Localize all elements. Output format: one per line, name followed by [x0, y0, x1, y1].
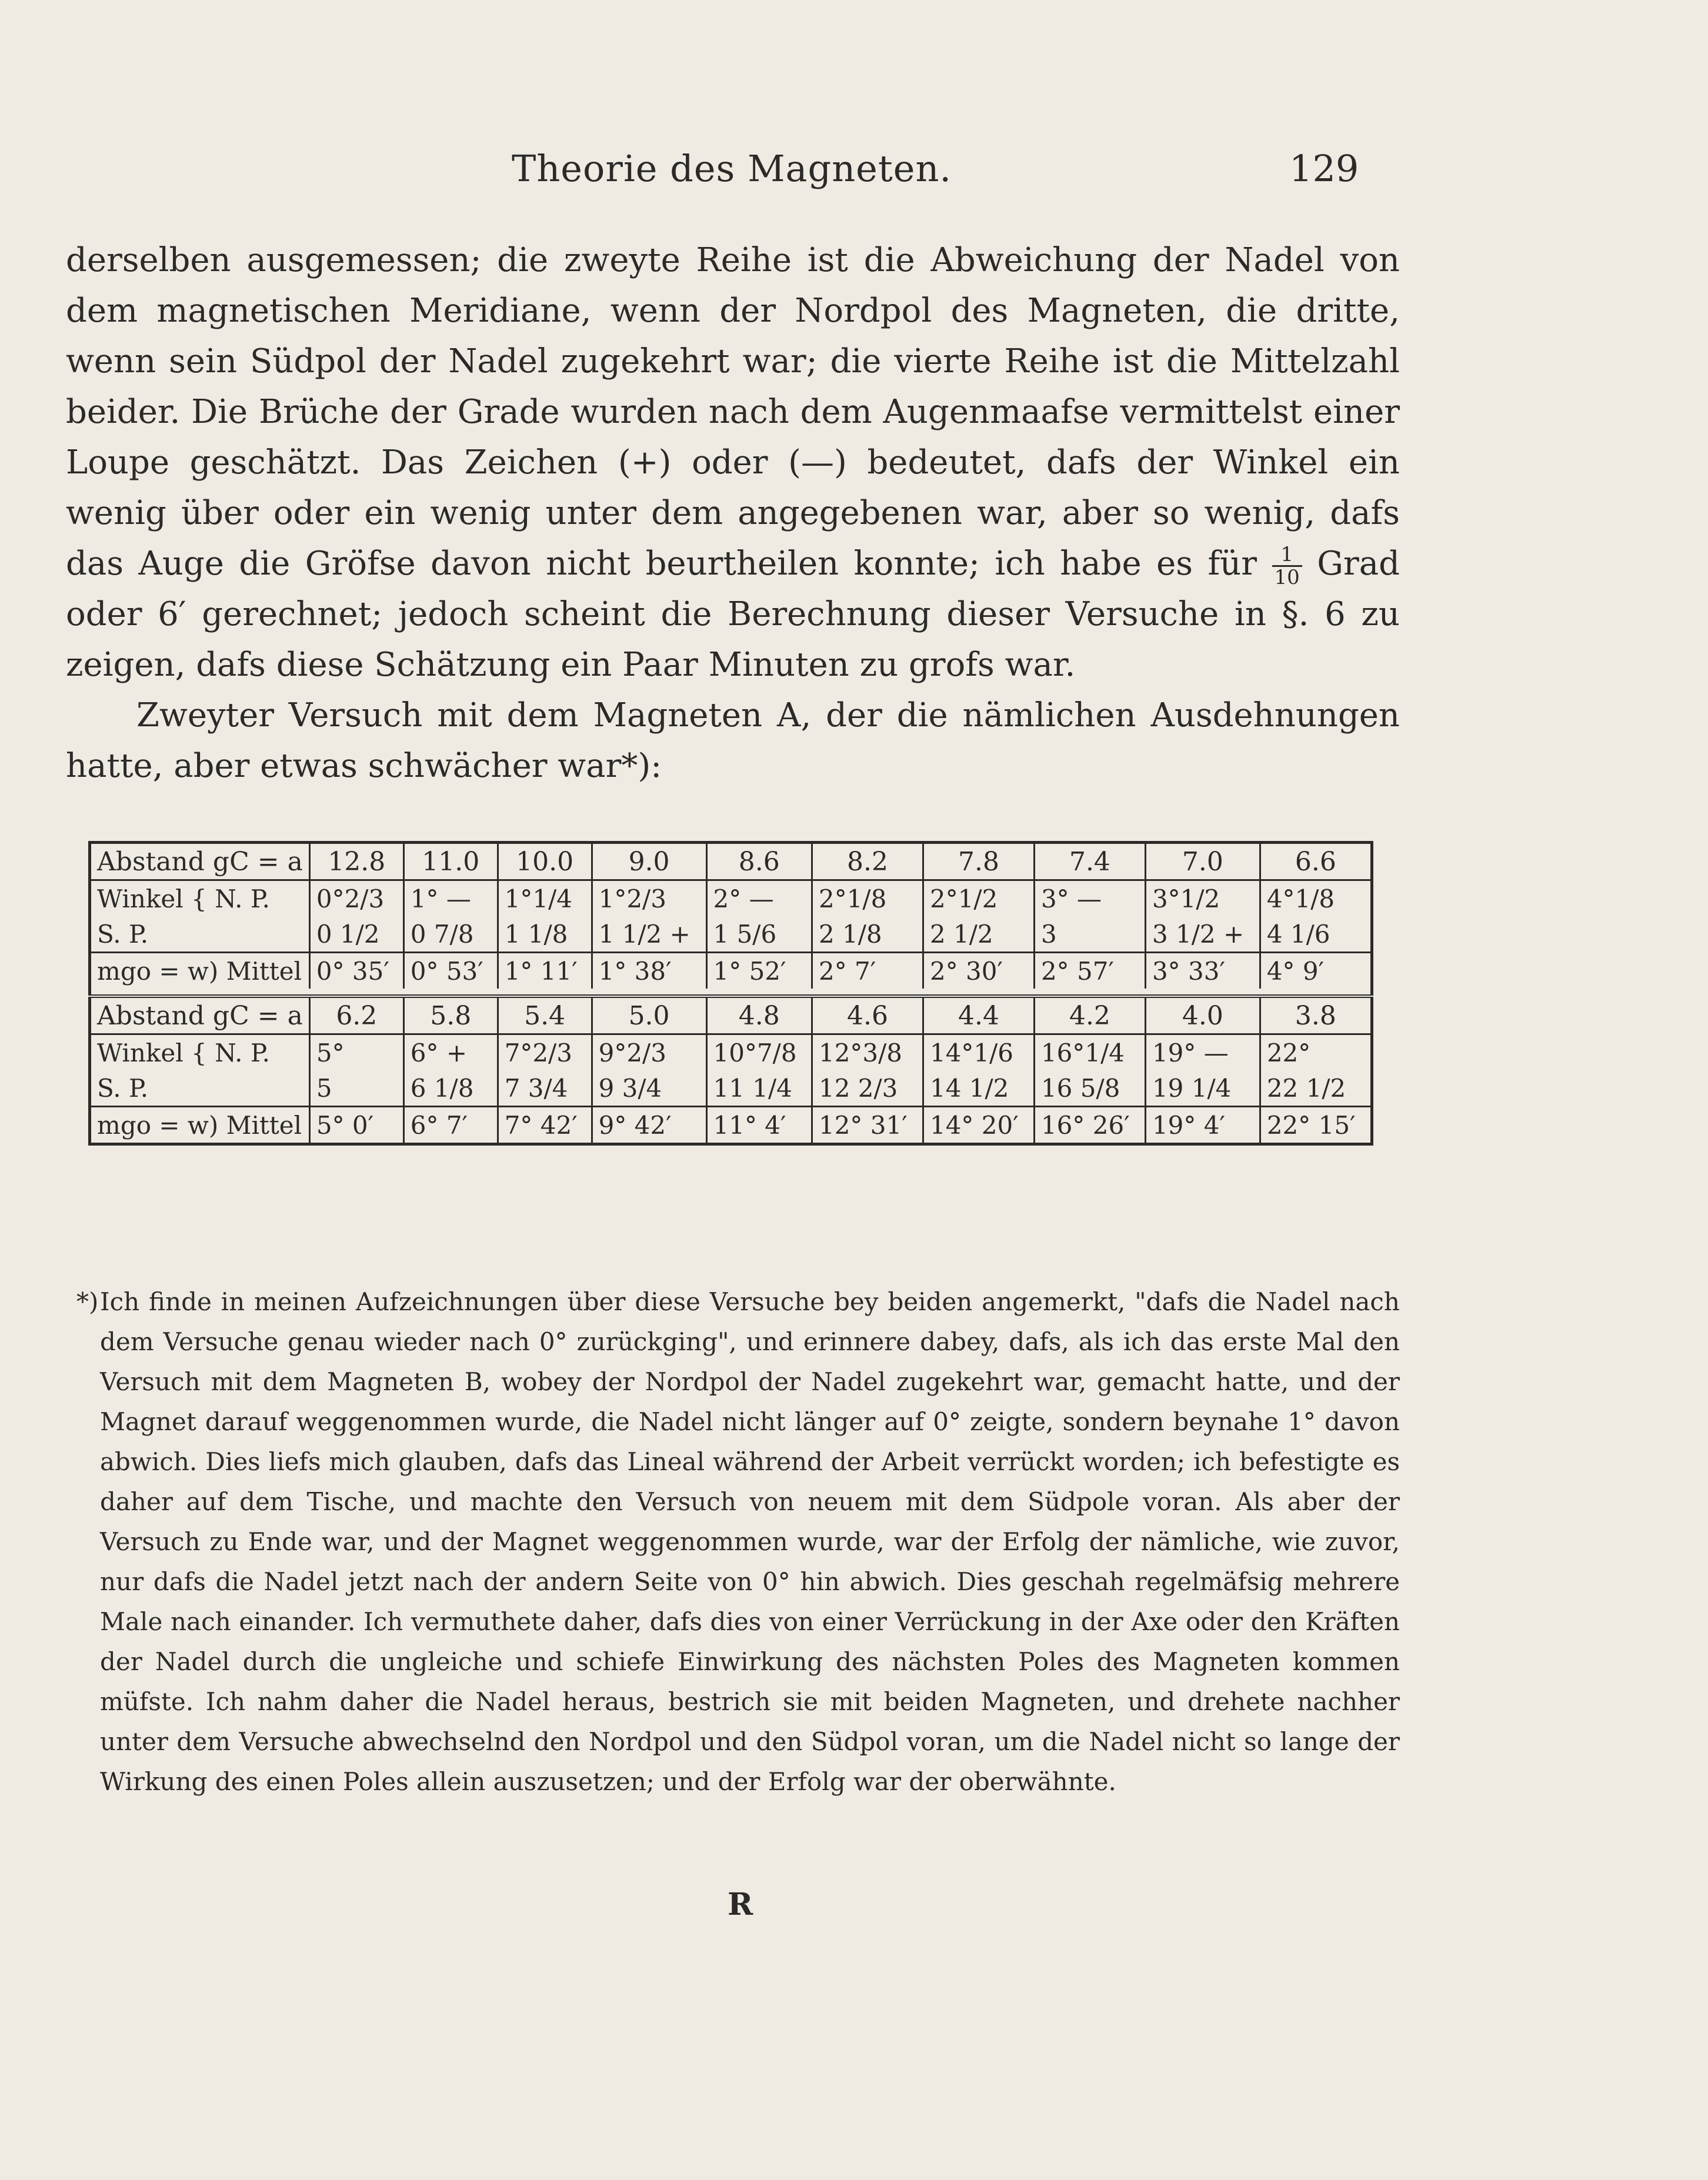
table-cell: 12 2/3 — [812, 1070, 923, 1107]
table-cell: 9° 42′ — [592, 1107, 706, 1144]
row-label: mgo = w) Mittel — [90, 1107, 310, 1144]
row-label: Winkel { N. P. — [97, 884, 270, 913]
table-cell: 0° 53′ — [403, 953, 498, 989]
table-cell: 2° 30′ — [923, 953, 1034, 989]
footnote-text: Ich finde in meinen Aufzeichnungen über diese Versuche bey beiden angemerkt, "dafs die Nadel nach dem Versuche genau wieder nach 0° zurückging", und erinnere dabey, dafs, als ich das erste Mal den Versuch mit dem Magneten B, wobey der Nordpol der Nadel zugekehrt war, gemacht hatte, und der Magnet darauf weggenommen wurde, die Nadel nicht länger auf 0° zeigte, sondern beynahe 1° davon abwich. Dies liefs mich glauben, dafs das Lineal während der Arbeit verrückt worden; ich befestigte es daher auf dem Tische, und machte den Versuch von neuem mit dem Südpole voran. Als aber der Versuch zu Ende war, und der Magnet weggenommen wurde, war der Erfolg der nämliche, wie zuvor, nur dafs die Nadel jetzt nach der andern Seite von 0° hin abwich. Dies geschah regelmäfsig mehrere Male nach einander. Ich vermuthete daher, dafs dies von einer Verrückung in der Axe oder den Kräften der Nadel durch die ungleiche und schiefe Einwirkung des nächsten Poles des Magneten kommen müfste. Ich nahm daher die Nadel heraus, bestrich sie mit beiden Magneten, und drehete nachher unter dem Versuche abwechselnd den Nordpol und den Südpol voran, um die Nadel nicht so lange der Wirkung des einen Poles allein auszusetzen; und der Erfolg war der oberwähnte. — [100, 1287, 1400, 1796]
signature-mark: R — [728, 1887, 753, 1922]
table-cell: 1°1/4 — [498, 880, 592, 917]
table-cell: 1° 52′ — [706, 953, 812, 989]
row-label: S. P. — [97, 919, 149, 949]
table-row-south-pole — [90, 916, 1372, 953]
row-label: mgo = w) Mittel — [90, 953, 310, 989]
footnote — [76, 1282, 1400, 1802]
table-cell: 12°3/8 — [812, 1034, 923, 1071]
table-row-mittel — [90, 1107, 1372, 1144]
table-cell: 2° 57′ — [1034, 953, 1145, 989]
table-cell: 0°2/3 — [309, 880, 403, 917]
running-header — [0, 147, 1708, 200]
table-cell: 6.6 — [1260, 843, 1372, 880]
table-row-north-pole — [90, 1034, 1372, 1071]
table-cell: 22° — [1260, 1034, 1372, 1071]
table-cell: 3.8 — [1260, 996, 1372, 1034]
table-cell: 16° 26′ — [1034, 1107, 1145, 1144]
table-row-abstand — [90, 996, 1372, 1034]
fraction-one-tenth: $\frac{1}{10}$ — [1272, 544, 1302, 588]
table-cell: 6.2 — [309, 996, 403, 1034]
table-cell: 11 1/4 — [706, 1070, 812, 1107]
table-cell: 6° + — [403, 1034, 498, 1071]
table-cell: 14°1/6 — [923, 1034, 1034, 1071]
paragraph-1-text-a: derselben ausgemessen; die zweyte Reihe ist die Abweichung der Nadel von dem magnetischen Meridiane, wenn der Nordpol des Magneten, die dritte, wenn sein Südpol der Nadel zugekehrt war; die vierte Reihe ist die Mittelzahl beider. Die Brüche der Grade wurden nach dem Augenmaafse vermittelst einer Loupe geschätzt. Das Zeichen (+) oder (—) bedeutet, dafs der Winkel ein wenig über oder ein wenig unter dem angegebenen war, aber so wenig, dafs das Auge die Gröfse davon nicht beurtheilen konnte; ich habe es für — [66, 241, 1400, 583]
table-cell: 0 1/2 — [309, 916, 403, 953]
table-cell: 8.6 — [706, 843, 812, 880]
table-cell: 4.6 — [812, 996, 923, 1034]
table-cell: 3 — [1034, 916, 1145, 953]
table-cell: 7.0 — [1145, 843, 1260, 880]
table-cell: 9°2/3 — [592, 1034, 706, 1071]
paragraph-1-text-b: Grad oder 6′ gerechnet; jedoch scheint die Berechnung dieser Versuche in §. 6 zu zeigen, dafs diese Schätzung ein Paar Minuten zu grofs war. — [66, 545, 1400, 684]
row-label: Abstand gC = a — [90, 996, 310, 1034]
table-cell: 0° 35′ — [309, 953, 403, 989]
table-cell: 5.8 — [403, 996, 498, 1034]
table-cell: 5.0 — [592, 996, 706, 1034]
table-cell: 5° 0′ — [309, 1107, 403, 1144]
table-row-south-pole — [90, 1070, 1372, 1107]
table-cell: 10°7/8 — [706, 1034, 812, 1071]
measurement-table-body — [90, 843, 1372, 1144]
table-cell: 4.8 — [706, 996, 812, 1034]
table-cell: 3 1/2 + — [1145, 916, 1260, 953]
table-cell: 2°1/8 — [812, 880, 923, 917]
table-cell: 9 3/4 — [592, 1070, 706, 1107]
table-cell: 9.0 — [592, 843, 706, 880]
table-row-abstand — [90, 843, 1372, 880]
table-cell: 11° 4′ — [706, 1107, 812, 1144]
table-cell: 1° 11′ — [498, 953, 592, 989]
table-cell: 1°2/3 — [592, 880, 706, 917]
table-cell: 2°1/2 — [923, 880, 1034, 917]
table-cell: 4.4 — [923, 996, 1034, 1034]
table-cell: 1 5/6 — [706, 916, 812, 953]
table-cell: 5 — [309, 1070, 403, 1107]
table-separator — [90, 989, 1372, 996]
table-cell: 7.4 — [1034, 843, 1145, 880]
table-cell: 8.2 — [812, 843, 923, 880]
table-cell: 4.2 — [1034, 996, 1145, 1034]
table-cell: 7 3/4 — [498, 1070, 592, 1107]
paragraph-1 — [66, 235, 1400, 690]
table-cell: 1° — — [403, 880, 498, 917]
row-label: Abstand gC = a — [90, 843, 310, 880]
table-cell: 19° — — [1145, 1034, 1260, 1071]
footnote-mark: *) — [76, 1287, 99, 1316]
table-cell: 1° 38′ — [592, 953, 706, 989]
table-cell: 3° — — [1034, 880, 1145, 917]
table-cell: 7°2/3 — [498, 1034, 592, 1071]
table-cell: 19° 4′ — [1145, 1107, 1260, 1144]
table-cell: 14 1/2 — [923, 1070, 1034, 1107]
table-cell: 4°1/8 — [1260, 880, 1372, 917]
table-cell: 12° 31′ — [812, 1107, 923, 1144]
table-cell: 2° 7′ — [812, 953, 923, 989]
table-cell: 14° 20′ — [923, 1107, 1034, 1144]
table-cell: 12.8 — [309, 843, 403, 880]
table-cell: 0 7/8 — [403, 916, 498, 953]
table-cell: 7.8 — [923, 843, 1034, 880]
measurement-table — [88, 841, 1373, 1146]
table-cell: 5° — [309, 1034, 403, 1071]
table-cell: 4.0 — [1145, 996, 1260, 1034]
table-cell: 6° 7′ — [403, 1107, 498, 1144]
table-cell: 5.4 — [498, 996, 592, 1034]
table-cell: 3°1/2 — [1145, 880, 1260, 917]
table-cell: 1 1/8 — [498, 916, 592, 953]
row-label: S. P. — [97, 1073, 149, 1103]
table-row-mittel — [90, 953, 1372, 989]
table-cell: 2 1/8 — [812, 916, 923, 953]
table-cell: 7° 42′ — [498, 1107, 592, 1144]
table-cell: 11.0 — [403, 843, 498, 880]
row-label: Winkel { N. P. — [97, 1038, 270, 1067]
running-title: Theorie des Magneten. — [512, 147, 952, 190]
separator-rule — [90, 989, 1372, 996]
table-cell: 4 1/6 — [1260, 916, 1372, 953]
table-cell: 10.0 — [498, 843, 592, 880]
paragraph-2: Zweyter Versuch mit dem Magneten A, der die nämlichen Ausdehnungen hatte, aber etwas schwächer war*): — [66, 696, 1400, 785]
table-cell: 22 1/2 — [1260, 1070, 1372, 1107]
table-cell: 6 1/8 — [403, 1070, 498, 1107]
table-cell: 2° — — [706, 880, 812, 917]
table-cell: 3° 33′ — [1145, 953, 1260, 989]
table-cell: 16°1/4 — [1034, 1034, 1145, 1071]
table-cell: 16 5/8 — [1034, 1070, 1145, 1107]
table-row-north-pole — [90, 880, 1372, 917]
main-text — [66, 235, 1400, 792]
table-cell: 2 1/2 — [923, 916, 1034, 953]
table-cell: 19 1/4 — [1145, 1070, 1260, 1107]
table-cell: 4° 9′ — [1260, 953, 1372, 989]
page-number: 129 — [1289, 147, 1359, 190]
table-cell: 22° 15′ — [1260, 1107, 1372, 1144]
table-cell: 1 1/2 + — [592, 916, 706, 953]
